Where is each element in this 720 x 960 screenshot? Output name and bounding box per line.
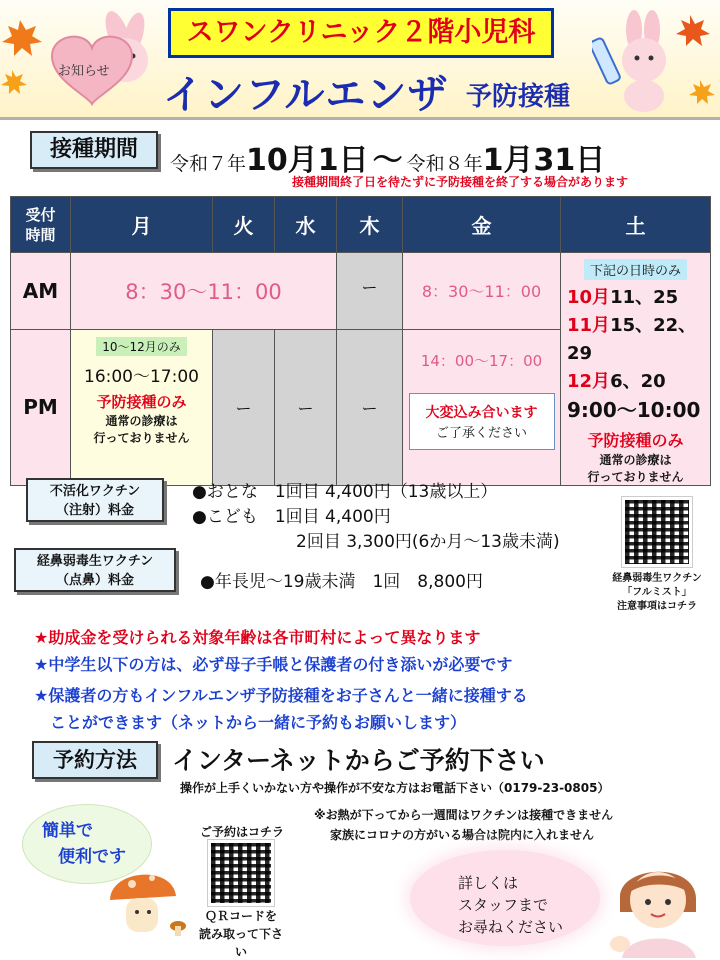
note-guardian-2: ことができます（ネットから一緒に予約もお願いします） [34, 713, 467, 732]
day-wed: 水 [275, 197, 337, 253]
sat-note-1: 予防接種のみ [587, 431, 684, 450]
pm-mon-note-2: 通常の診療は [105, 413, 178, 428]
day-sat: 土 [561, 197, 711, 253]
am-fri-hours: 8：30〜11：00 [403, 253, 561, 330]
reservation-qr-caption-top: ご予約はコチラ [200, 825, 285, 839]
pm-label: PM [11, 329, 71, 485]
period-tilde: 〜 [372, 143, 403, 178]
corner-line-1: 受付 [25, 205, 56, 224]
day-thu: 木 [337, 197, 403, 253]
reservation-headline: インターネットからご予約下さい [172, 746, 545, 775]
sat-note-2: 通常の診療は [599, 453, 672, 467]
day-tue: 火 [213, 197, 275, 253]
clinic-name: スワンクリニック２階小児科 [168, 8, 554, 58]
period-label: 接種期間 [30, 131, 158, 169]
period-note: 接種期間終了日を待たずに予防接種を終了する場合があります [292, 175, 629, 189]
fee-child-1: ●こども 1回目 4,400円 [192, 507, 391, 527]
sat-days-oct: 11、25 [610, 287, 679, 308]
note-junior-high: ★中学生以下の方は、必ず母子手帳と保護者の付き添いが必要です [34, 655, 513, 674]
pm-tue-closed: ー [213, 329, 275, 485]
nasal-fee-label [14, 548, 176, 592]
sat-days-dec: 6、20 [610, 371, 666, 392]
am-label: AM [11, 253, 71, 330]
sat-dates [561, 284, 710, 424]
pm-fri-cell [403, 329, 561, 485]
staff-line-1: 詳しくは [458, 874, 519, 892]
rabbit-heart-illustration [46, 4, 156, 110]
page-title: インフルエンザ [163, 72, 449, 118]
period-start-date: 10月1日 [246, 143, 369, 178]
inactivated-label-1: 不活化ワクチン [49, 484, 141, 499]
corner-line-2: 時間 [25, 225, 56, 244]
fee-child-2: 2回目 3,300円(6か月〜13歳未満) [296, 532, 560, 552]
am-mon-wed-hours: 8：30〜11：00 [71, 253, 337, 330]
pm-fri-time: 14：00〜17：00 [420, 351, 543, 370]
flumist-caption-2: 「フルミスト」 [622, 587, 692, 598]
staff-bubble-text [458, 872, 563, 938]
page-subtitle: 予防接種 [466, 82, 571, 112]
day-mon: 月 [71, 197, 213, 253]
caution-fever: ※お熱が下ってから一週間はワクチンは接種できません [314, 808, 614, 822]
nasal-label-1: 経鼻弱毒生ワクチン [36, 554, 154, 569]
staff-line-3: お尋ねください [458, 918, 564, 936]
sat-line-dec [567, 368, 710, 396]
note-subsidy: ★助成金を受けられる対象年齢は各市町村によって異なります [34, 628, 481, 647]
period-start-era: 令和７年 [170, 153, 247, 175]
fee-nasal: ●年長児〜19歳未満 1回 8,800円 [200, 572, 483, 592]
pm-fri-crowded-2: ご了承ください [435, 425, 527, 441]
sat-month-nov: 11月 [567, 315, 611, 336]
pm-thu-closed: ー [337, 329, 403, 485]
note-guardian-1: ★保護者の方もインフルエンザ予防接種をお子さんと一緒に接種する [34, 686, 528, 705]
sat-line-oct [567, 284, 710, 312]
am-row [11, 253, 711, 330]
notes-list [34, 624, 714, 736]
saturday-cell [561, 253, 711, 486]
mushroom-illustration [104, 862, 194, 942]
pm-mon-note-1: 予防接種のみ [96, 392, 187, 411]
am-thu-closed: ー [337, 253, 403, 330]
pm-fri-crowded-1: 大変込み合います [425, 404, 538, 421]
flumist-caption-1: 経鼻弱毒生ワクチン [612, 573, 702, 584]
sat-month-oct: 10月 [567, 287, 611, 308]
convenient-line-1: 簡単で [42, 821, 93, 841]
reservation-qr-caption-bottom [196, 907, 286, 960]
caution-corona: 家族にコロナの方がいる場合は院内に入れません [330, 828, 595, 842]
flumist-qr-caption [598, 572, 716, 614]
notice-tag: お知らせ [58, 64, 110, 79]
schedule-table [10, 196, 711, 486]
qr-bottom-1: ＱＲコードを [204, 909, 277, 923]
fee-adult: ●おとな 1回目 4,400円（13歳以上） [192, 482, 498, 502]
pm-mon-badge: 10〜12月のみ [96, 337, 187, 356]
sat-badge: 下記の日時のみ [584, 259, 687, 280]
reservation-label: 予約方法 [32, 741, 158, 779]
inactivated-label-2: （注射）料金 [55, 503, 134, 518]
convenient-line-2: 便利です [58, 847, 126, 867]
pm-mon-note-3: 行っておりません [93, 430, 190, 445]
flumist-caption-3: 注意事項はコチラ [617, 601, 697, 612]
inactivated-fee-label [26, 478, 164, 522]
nasal-label-2: （点鼻）料金 [55, 573, 134, 588]
sat-month-dec: 12月 [567, 371, 611, 392]
reservation-qr-code[interactable] [208, 840, 274, 906]
reservation-phone-note: 操作が上手くいかない方や操作が不安な方はお電話下さい（0179-23-0805） [180, 781, 610, 795]
staff-line-2: スタッフまで [458, 896, 549, 914]
period-end-date: 1月31日 [482, 143, 606, 178]
sat-line-nov [567, 312, 710, 368]
sat-note-3: 行っておりません [587, 470, 684, 484]
schedule-header-row [11, 197, 711, 253]
pm-mon-cell [71, 329, 213, 485]
nurse-illustration [604, 848, 716, 958]
inactivated-fees [192, 480, 560, 555]
pm-mon-time: 16:00〜17:00 [84, 366, 199, 387]
corner-header [11, 197, 71, 253]
flumist-qr-code[interactable] [622, 497, 692, 567]
sat-time: 9:00〜10:00 [567, 398, 701, 422]
pm-fri-crowded-box [409, 393, 555, 450]
day-fri: 金 [403, 197, 561, 253]
qr-bottom-2: 読み取って下さい [198, 927, 283, 959]
rabbit-syringe-illustration [592, 8, 692, 114]
period-end-era: 令和８年 [406, 153, 483, 175]
sat-days-nov: 15、22、29 [567, 315, 697, 364]
pm-wed-closed: ー [275, 329, 337, 485]
